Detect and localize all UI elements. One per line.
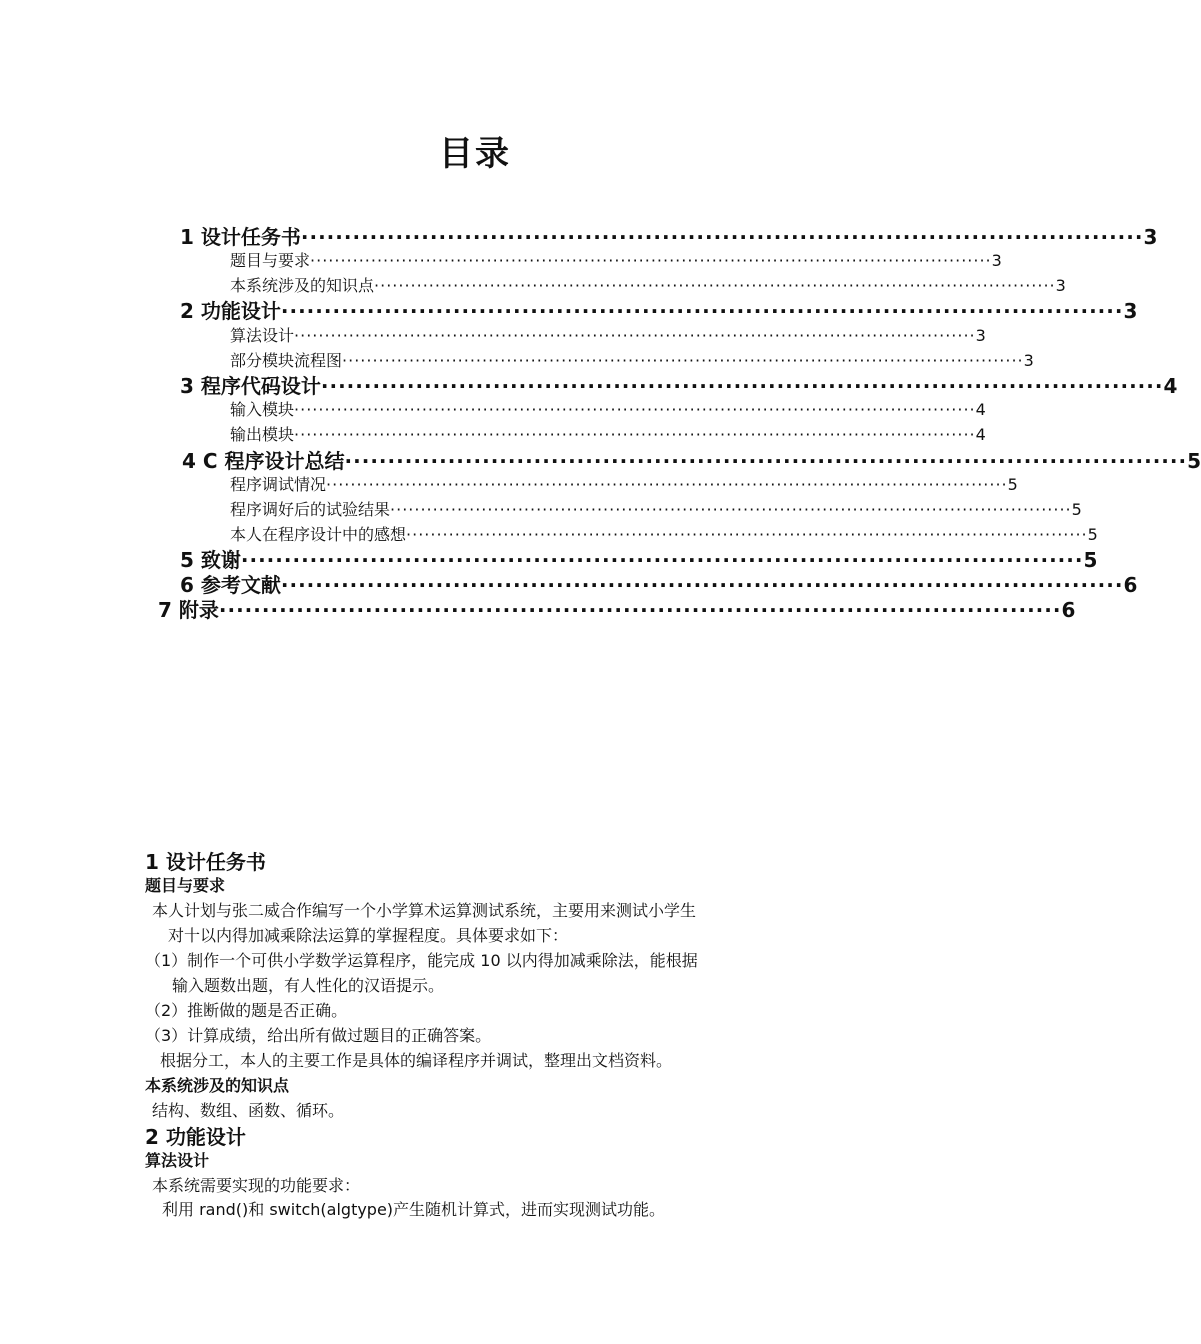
toc-entry-label: 程序调好后的试验结果 bbox=[230, 500, 391, 519]
toc-entry[interactable] bbox=[180, 224, 1158, 250]
toc-entry-page: 3 bbox=[991, 251, 1002, 270]
toc-entry-label: 程序调试情况 bbox=[230, 475, 327, 494]
requirement-item: （3）计算成绩，给出所有做过题目的正确答案。 bbox=[145, 1026, 492, 1045]
toc-entry-page: 5 bbox=[1071, 500, 1082, 519]
toc-entry-label: 1 设计任务书 bbox=[180, 225, 301, 249]
toc-entry-page: 5 bbox=[1187, 449, 1201, 473]
toc-entry-label: 本人在程序设计中的感想 bbox=[230, 525, 407, 544]
toc-entry-page: 3 bbox=[1023, 351, 1034, 370]
toc-leader-dots: ·································································································· bbox=[300, 225, 1144, 249]
requirement-item: （1）制作一个可供小学数学运算程序，能完成 10 以内得加减乘除法，能根据 bbox=[145, 951, 698, 970]
toc-entry-page: 3 bbox=[1123, 299, 1138, 323]
toc-leader-dots: ·································································································· bbox=[280, 573, 1124, 597]
toc-title: 目录 bbox=[439, 134, 511, 174]
toc-entry[interactable] bbox=[230, 275, 1066, 297]
toc-leader-dots: ················································································································ bbox=[390, 500, 1072, 519]
toc-leader-dots: ················································································································ bbox=[310, 251, 992, 270]
toc-entry[interactable] bbox=[180, 298, 1138, 324]
subsection-heading: 算法设计 bbox=[145, 1151, 210, 1170]
toc-entry-label: 输入模块 bbox=[230, 400, 295, 419]
toc-entry-page: 5 bbox=[1087, 525, 1098, 544]
paragraph-line: 利用 rand()和 switch(algtype)产生随机计算式，进而实现测试功能。 bbox=[162, 1200, 666, 1219]
toc-entry-label: 输出模块 bbox=[230, 425, 295, 444]
toc-leader-dots: ················································································································ bbox=[342, 351, 1024, 370]
toc-entry[interactable] bbox=[230, 399, 986, 421]
toc-entry-label: 3 程序代码设计 bbox=[180, 374, 321, 398]
toc-entry-page: 6 bbox=[1061, 598, 1076, 622]
toc-leader-dots: ················································································································ bbox=[294, 400, 976, 419]
toc-entry-label: 算法设计 bbox=[230, 326, 295, 345]
toc-entry-page: 5 bbox=[1083, 548, 1098, 572]
toc-entry-label: 5 致谢 bbox=[180, 548, 241, 572]
toc-entry-page: 6 bbox=[1123, 573, 1138, 597]
toc-entry[interactable] bbox=[230, 325, 986, 347]
toc-entry-label: 2 功能设计 bbox=[180, 299, 281, 323]
paragraph-line: 根据分工，本人的主要工作是具体的编译程序并调试，整理出文档资料。 bbox=[160, 1051, 673, 1070]
toc-entry-page: 3 bbox=[975, 326, 986, 345]
subsection-heading: 题目与要求 bbox=[145, 876, 226, 895]
toc-leader-dots: ················································································································ bbox=[406, 525, 1088, 544]
toc-entry-label: 7 附录 bbox=[158, 598, 219, 622]
paragraph-line: 本系统需要实现的功能要求： bbox=[152, 1176, 361, 1195]
toc-leader-dots: ················································································································ bbox=[294, 425, 976, 444]
toc-entry-page: 4 bbox=[975, 400, 986, 419]
toc-entry[interactable] bbox=[182, 448, 1201, 474]
toc-entry-page: 3 bbox=[1055, 276, 1066, 295]
requirement-item: （2）推断做的题是否正确。 bbox=[145, 1001, 348, 1020]
toc-leader-dots: ·································································································· bbox=[218, 598, 1062, 622]
toc-leader-dots: ·································································································· bbox=[280, 299, 1124, 323]
toc-entry[interactable] bbox=[230, 474, 1018, 496]
toc-entry-page: 3 bbox=[1143, 225, 1158, 249]
toc-entry[interactable] bbox=[180, 572, 1138, 598]
toc-entry[interactable] bbox=[230, 499, 1082, 521]
toc-entry-label: 6 参考文献 bbox=[180, 573, 281, 597]
section-heading: 1 设计任务书 bbox=[145, 850, 266, 874]
toc-entry[interactable] bbox=[230, 350, 1034, 372]
toc-entry-page: 4 bbox=[975, 425, 986, 444]
toc-leader-dots: ·································································································· bbox=[320, 374, 1164, 398]
requirement-item-continuation: 输入题数出题，有人性化的汉语提示。 bbox=[172, 976, 445, 995]
paragraph-line: 结构、数组、函数、循环。 bbox=[152, 1101, 345, 1120]
toc-entry-label: 部分模块流程图 bbox=[230, 351, 343, 370]
toc-entry[interactable] bbox=[158, 597, 1076, 623]
toc-leader-dots: ················································································································ bbox=[326, 475, 1008, 494]
toc-entry[interactable] bbox=[230, 524, 1098, 546]
toc-leader-dots: ·································································································· bbox=[240, 548, 1084, 572]
toc-entry-label: 题目与要求 bbox=[230, 251, 311, 270]
toc-entry[interactable] bbox=[180, 547, 1098, 573]
toc-entry[interactable] bbox=[230, 250, 1002, 272]
paragraph-line: 对十以内得加减乘除法运算的掌握程度。具体要求如下： bbox=[168, 926, 569, 945]
toc-leader-dots: ················································································································ bbox=[374, 276, 1056, 295]
paragraph-line: 本人计划与张二威合作编写一个小学算术运算测试系统，主要用来测试小学生 bbox=[152, 901, 697, 920]
section-heading: 2 功能设计 bbox=[145, 1125, 246, 1149]
toc-entry-label: 4 C 程序设计总结 bbox=[182, 449, 345, 473]
toc-entry[interactable] bbox=[230, 424, 986, 446]
subsection-heading: 本系统涉及的知识点 bbox=[145, 1076, 290, 1095]
toc-entry-page: 4 bbox=[1163, 374, 1178, 398]
toc-leader-dots: ·································································································· bbox=[344, 449, 1188, 473]
toc-entry[interactable] bbox=[180, 373, 1178, 399]
toc-leader-dots: ················································································································ bbox=[294, 326, 976, 345]
toc-entry-label: 本系统涉及的知识点 bbox=[230, 276, 375, 295]
toc-entry-page: 5 bbox=[1007, 475, 1018, 494]
